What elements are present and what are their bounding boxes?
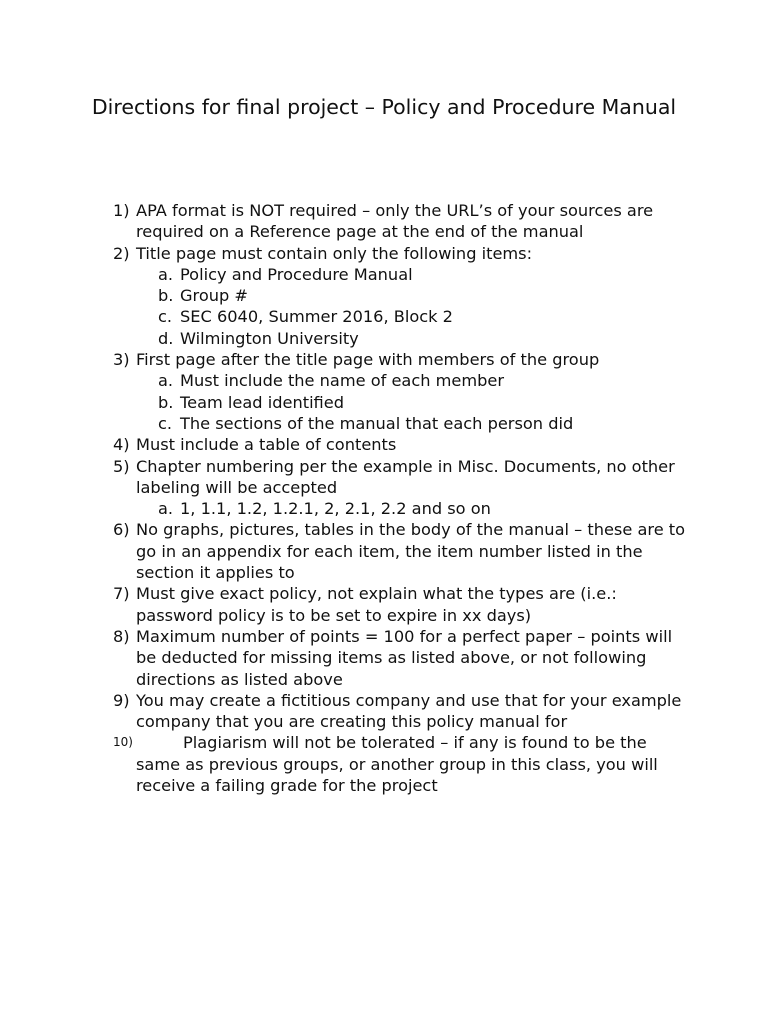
sub-item-letter: b. (158, 392, 174, 412)
item-number: 3) (113, 350, 130, 370)
item-text: APA format is NOT required – only the URL’s of your sources are required on a Reference page at the end of the manual (136, 201, 654, 242)
list-item (113, 690, 693, 733)
item-number: 2) (113, 243, 130, 263)
sub-list-item (136, 264, 693, 285)
list-item (113, 732, 693, 796)
item-text: No graphs, pictures, tables in the body of the manual – these are to go in an appendix for each item, the item number listed in the section it applies to (136, 520, 686, 583)
directions-list (113, 200, 693, 796)
item-text: You may create a fictitious company and use that for your example company that you are creating this policy manual for (136, 690, 682, 732)
sub-item-letter: c. (158, 413, 173, 433)
item-number: 1) (113, 201, 130, 220)
sub-item-letter: a. (158, 499, 174, 519)
sub-item-text: SEC 6040, Summer 2016, Block 2 (180, 307, 453, 327)
sub-list (136, 498, 693, 519)
item-number: 6) (113, 520, 130, 540)
sub-item-text: Must include the name of each member (180, 371, 505, 391)
item-text: Maximum number of points = 100 for a perfect paper – points will be deducted for missing items as listed above, or not following directions as listed above (136, 626, 673, 689)
sub-list (136, 264, 693, 349)
page-title: Directions for final project – Policy and Procedure Manual (91, 95, 677, 119)
sub-item-text: Group # (180, 286, 248, 306)
item-text: Must give exact policy, not explain what the types are (i.e.: password policy is to be set to expire in xx days) (136, 584, 617, 625)
item-number: 7) (113, 584, 130, 604)
list-item (113, 349, 693, 434)
sub-list-item (136, 306, 693, 327)
list-item (113, 456, 693, 520)
item-number: 4) (113, 435, 130, 455)
sub-item-letter: b. (158, 286, 174, 306)
sub-list-item (136, 392, 693, 413)
item-number: 9) (113, 690, 130, 710)
list-item (113, 519, 693, 583)
sub-list-item (136, 370, 693, 391)
sub-item-text: Wilmington University (180, 328, 359, 348)
sub-item-text: Team lead identified (180, 392, 344, 412)
sub-item-text: 1, 1.1, 1.2, 1.2.1, 2, 2.1, 2.2 and so on (180, 499, 491, 519)
sub-list-item (136, 413, 693, 434)
item-text: Must include a table of contents (136, 435, 397, 455)
item-text: Chapter numbering per the example in Misc. Documents, no other labeling will be accepted (136, 456, 675, 497)
sub-list-item (136, 328, 693, 349)
sub-item-letter: d. (158, 328, 174, 348)
sub-item-letter: a. (158, 371, 174, 391)
item-number: 8) (113, 626, 130, 646)
sub-list-item (136, 285, 693, 306)
list-item (113, 243, 693, 349)
sub-item-letter: a. (158, 264, 174, 284)
list-item (113, 200, 693, 243)
sub-list-item (136, 498, 693, 519)
item-text: Title page must contain only the following items: (136, 243, 533, 263)
list-item (113, 626, 693, 690)
sub-item-letter: c. (158, 307, 173, 327)
item-text: First page after the title page with members of the group (136, 350, 600, 370)
sub-item-text: The sections of the manual that each person did (180, 413, 574, 433)
item-text: Plagiarism will not be tolerated – if any is found to be the same as previous groups, or another group in this class, you will receive a failing grade for the project (136, 733, 658, 796)
list-item (113, 434, 693, 455)
list-item (113, 583, 693, 626)
sub-item-text: Policy and Procedure Manual (180, 264, 413, 284)
sub-list (136, 370, 693, 434)
item-number: 5) (113, 456, 130, 476)
item-number: 10) (113, 735, 133, 750)
